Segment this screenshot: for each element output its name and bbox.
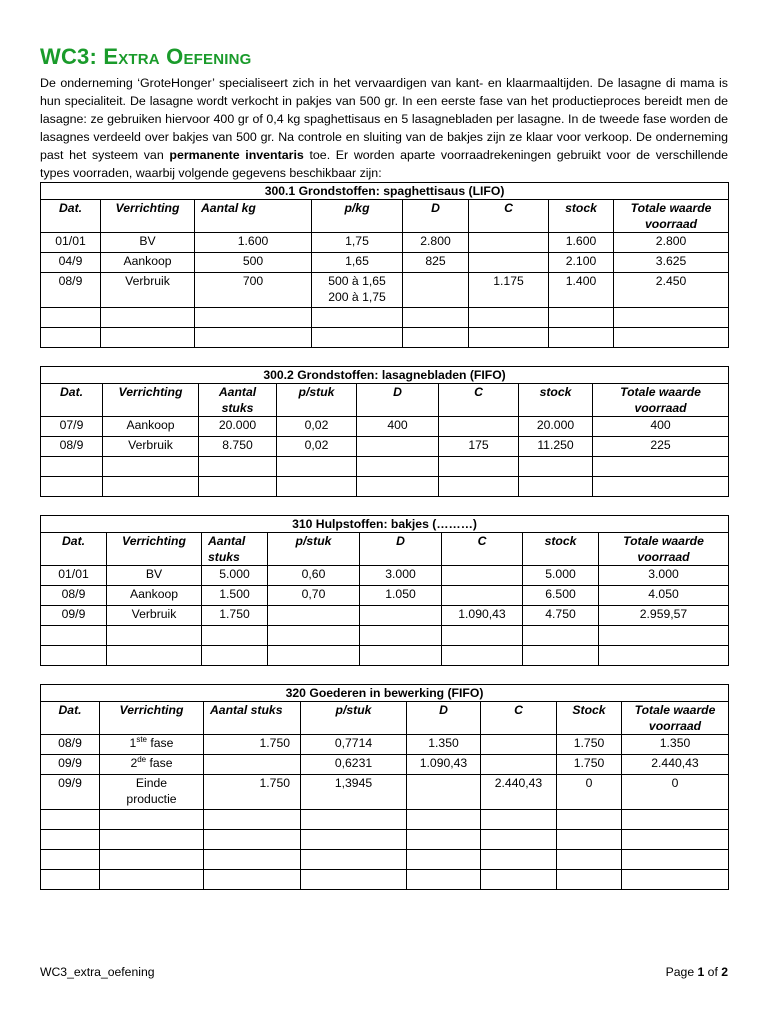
col-header: D: [360, 533, 442, 566]
cell: Aankoop: [103, 417, 199, 437]
col-header: D: [403, 200, 469, 233]
cell: 2.450: [614, 273, 729, 308]
cell: 1.050: [360, 586, 442, 606]
cell: 20.000: [519, 417, 593, 437]
cell: 0,70: [268, 586, 360, 606]
table-title: 300.2 Grondstoffen: lasagnebladen (FIFO): [41, 367, 729, 384]
table-row: [41, 273, 729, 308]
cell: 07/9: [41, 417, 103, 437]
table-row-empty: [41, 477, 729, 497]
col-header: Totale waarde voorraad: [599, 533, 729, 566]
intro-text-1: De onderneming ‘GroteHonger’ specialiseert zich in het vervaardigen van kant- en klaarmaaltijden. De lasagne di mama is hun specialiteit. De lasagne wordt verkocht in pakjes van 500 gr. In een eerste fase van het productieproces bereidt men de lasagne: ze gebruiken hiervoor 400 gr of 0,4 kg spaghettisaus en 5 lasagnebladen per lasagne. In de tweede fase worden de lasagnes verdeeld over bakjes van 500 gr. Na controle en sluiting van de bakjes zijn ze klaar voor verkoop. De onderneming past het systeem van: [40, 76, 728, 162]
cell: Aankoop: [101, 253, 195, 273]
footer-filename: WC3_extra_oefening: [40, 965, 155, 979]
cell: 1.175: [469, 273, 549, 308]
cell: 400: [357, 417, 439, 437]
cell: 08/9: [41, 273, 101, 308]
table-row: [41, 417, 729, 437]
cell: 1.350: [407, 735, 481, 755]
cell: 4.050: [599, 586, 729, 606]
col-header: Aantal stuks: [202, 533, 268, 566]
cell: 2.800: [403, 233, 469, 253]
cell: 1.090,43: [407, 755, 481, 775]
cell: 500: [195, 253, 312, 273]
cell: Verbruik: [107, 606, 202, 626]
col-header: Aantal stuks: [204, 702, 301, 735]
col-header: stock: [523, 533, 599, 566]
cell: 3.000: [360, 566, 442, 586]
title-prefix: WC3:: [40, 44, 104, 69]
cell: 1.500: [202, 586, 268, 606]
cell: Verbruik: [101, 273, 195, 308]
cell: 09/9: [41, 775, 100, 810]
cell: [439, 417, 519, 437]
cell: 2.440,43: [481, 775, 557, 810]
cell: 2.100: [549, 253, 614, 273]
table-row: [41, 253, 729, 273]
cell: Verbruik: [103, 437, 199, 457]
cell: [360, 606, 442, 626]
col-header: p/stuk: [277, 384, 357, 417]
table-row-empty: [41, 850, 729, 870]
cell: 5.000: [202, 566, 268, 586]
cell: 0: [557, 775, 622, 810]
table-row: [41, 755, 729, 775]
col-header: Aantal stuks: [199, 384, 277, 417]
table-row-empty: [41, 870, 729, 890]
col-header: Dat.: [41, 384, 103, 417]
table-row: [41, 735, 729, 755]
cell: 0,02: [277, 437, 357, 457]
cell: 11.250: [519, 437, 593, 457]
col-header: D: [357, 384, 439, 417]
page-footer: [40, 965, 728, 979]
col-header: C: [442, 533, 523, 566]
col-header: Totale waarde voorraad: [593, 384, 729, 417]
col-header: Verrichting: [103, 384, 199, 417]
cell: 1,75: [312, 233, 403, 253]
col-header: D: [407, 702, 481, 735]
cell: 1.600: [549, 233, 614, 253]
cell: 09/9: [41, 606, 107, 626]
cell: 1,3945: [301, 775, 407, 810]
cell-line: 200 à 1,75: [328, 290, 386, 304]
col-header: Verrichting: [107, 533, 202, 566]
col-header: C: [469, 200, 549, 233]
table-row-empty: [41, 457, 729, 477]
cell: 6.500: [523, 586, 599, 606]
cell: 08/9: [41, 437, 103, 457]
cell: 825: [403, 253, 469, 273]
cell: 01/01: [41, 233, 101, 253]
cell-line: 500 à 1,65: [328, 274, 386, 288]
intro-bold: permanente inventaris: [169, 148, 304, 162]
table-goederen-in-bewerking: [40, 684, 729, 890]
cell: [469, 233, 549, 253]
cell: [407, 775, 481, 810]
cell: [481, 755, 557, 775]
cell: 8.750: [199, 437, 277, 457]
cell: 2de fase: [100, 755, 204, 775]
col-header: Totale waarde voorraad: [622, 702, 729, 735]
cell: 5.000: [523, 566, 599, 586]
cell: [357, 437, 439, 457]
cell: [403, 273, 469, 308]
cell: 3.000: [599, 566, 729, 586]
cell: Einde productie: [100, 775, 204, 810]
col-header: Aantal kg: [195, 200, 312, 233]
cell: 4.750: [523, 606, 599, 626]
table-row: [41, 233, 729, 253]
cell: 09/9: [41, 755, 100, 775]
col-header: C: [481, 702, 557, 735]
cell: 400: [593, 417, 729, 437]
table-row: [41, 606, 729, 626]
cell: [442, 566, 523, 586]
table-title: 320 Goederen in bewerking (FIFO): [41, 685, 729, 702]
table-row: [41, 566, 729, 586]
col-header: Stock: [557, 702, 622, 735]
col-header: stock: [549, 200, 614, 233]
table-title: 310 Hulpstoffen: bakjes (………): [41, 516, 729, 533]
col-header: Verrichting: [101, 200, 195, 233]
cell: 1.400: [549, 273, 614, 308]
col-header: Verrichting: [100, 702, 204, 735]
intro-paragraph: [40, 74, 728, 182]
cell: 0,7714: [301, 735, 407, 755]
cell: 1.750: [557, 755, 622, 775]
col-header: p/stuk: [268, 533, 360, 566]
title-smallcaps: Extra Oefening: [103, 44, 252, 69]
table-row: [41, 586, 729, 606]
cell: 04/9: [41, 253, 101, 273]
cell: 1ste fase: [100, 735, 204, 755]
col-header: Totale waarde voorraad: [614, 200, 729, 233]
cell: 0,02: [277, 417, 357, 437]
col-header: Dat.: [41, 702, 100, 735]
cell: 0,6231: [301, 755, 407, 775]
cell: 20.000: [199, 417, 277, 437]
col-header: p/stuk: [301, 702, 407, 735]
table-row-empty: [41, 830, 729, 850]
page-number: Page 1 of 2: [665, 965, 728, 979]
table-bakjes: [40, 515, 729, 666]
cell: 1.350: [622, 735, 729, 755]
cell: [469, 253, 549, 273]
table-row: [41, 437, 729, 457]
cell: BV: [107, 566, 202, 586]
cell: [268, 606, 360, 626]
table-title: 300.1 Grondstoffen: spaghettisaus (LIFO): [41, 183, 729, 200]
cell: 1.600: [195, 233, 312, 253]
col-header: stock: [519, 384, 593, 417]
cell: 1.750: [557, 735, 622, 755]
table-lasagnebladen: [40, 366, 729, 497]
cell: 225: [593, 437, 729, 457]
col-header: Dat.: [41, 533, 107, 566]
cell: [442, 586, 523, 606]
table-row-empty: [41, 810, 729, 830]
cell: 08/9: [41, 586, 107, 606]
table-row-empty: [41, 646, 729, 666]
col-header: p/kg: [312, 200, 403, 233]
cell: 1.750: [202, 606, 268, 626]
table-spaghettisaus: [40, 182, 729, 348]
intro-text-2: toe. Er worden aparte voorraadrekeningen gebruikt voor de verschillende types voorraden, waarbij volgende gegevens beschikbaar zijn:: [40, 148, 729, 180]
cell: BV: [101, 233, 195, 253]
table-row: [41, 775, 729, 810]
cell: [481, 735, 557, 755]
cell: 1.750: [204, 735, 301, 755]
cell: [312, 273, 403, 308]
col-header: C: [439, 384, 519, 417]
cell: 1.090,43: [442, 606, 523, 626]
cell: 3.625: [614, 253, 729, 273]
cell: 1,65: [312, 253, 403, 273]
cell: [204, 755, 301, 775]
cell: Aankoop: [107, 586, 202, 606]
cell: 700: [195, 273, 312, 308]
document-page: [40, 44, 728, 890]
cell: 175: [439, 437, 519, 457]
cell: 2.440,43: [622, 755, 729, 775]
cell: 2.959,57: [599, 606, 729, 626]
cell: 08/9: [41, 735, 100, 755]
table-row-empty: [41, 328, 729, 348]
page-title: [40, 44, 728, 70]
cell: 1.750: [204, 775, 301, 810]
table-row-empty: [41, 626, 729, 646]
cell: 01/01: [41, 566, 107, 586]
cell: 0,60: [268, 566, 360, 586]
cell: 0: [622, 775, 729, 810]
col-header: Dat.: [41, 200, 101, 233]
table-row-empty: [41, 308, 729, 328]
cell: 2.800: [614, 233, 729, 253]
